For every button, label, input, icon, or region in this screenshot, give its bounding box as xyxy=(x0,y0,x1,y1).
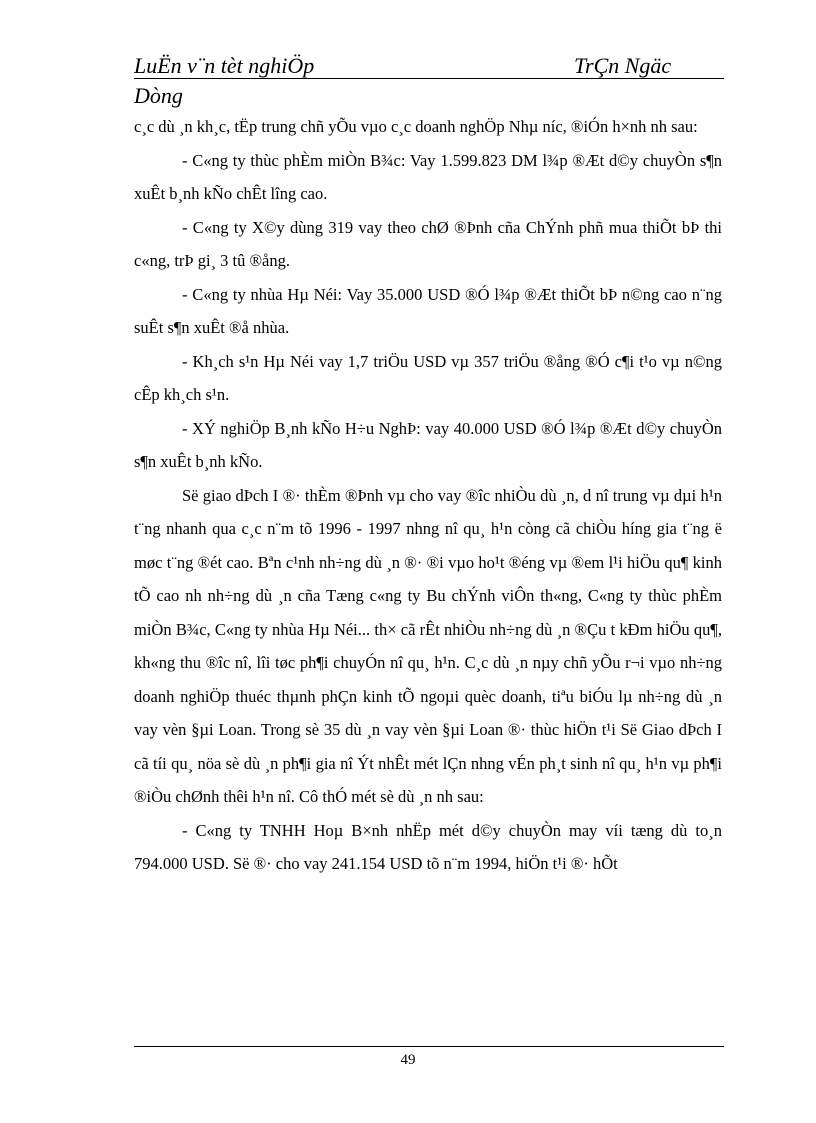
paragraph: - Kh¸ch s¹n Hµ Néi vay 1,7 triÖu USD vµ 357 triÖu ®ång ®Ó c¶i t¹o vµ n©ng cÊp kh¸ch s¹n. xyxy=(134,351,722,404)
paragraph: - C«ng ty TNHH Hoµ B×nh nhËp mét d©y chuyÒn may víi tæng dù to¸n 794.000 USD. Së ®· cho vay 241.154 USD tõ n¨m 1994, hiÖn t¹i ®· hÕt xyxy=(134,820,722,873)
paragraph: - C«ng ty X©y dùng 319 vay theo chØ ®Þnh cña ChÝnh phñ mua thiÕt bÞ thi c«ng, trÞ gi¸ 3 tû ®ång. xyxy=(134,217,722,270)
paragraph: - C«ng ty thùc phÈm miÒn B¾c: Vay 1.599.823 DM l¾p ®Æt d©y chuyÒn s¶n xuÊt b¸nh kÑo chÊt lîng cao. xyxy=(134,150,722,203)
page-header xyxy=(134,52,724,110)
paragraph: Së giao dÞch I ®· thÈm ®Þnh vµ cho vay ®îc nhiÒu dù ¸n, d nî trung vµ dµi h¹n t¨ng nhanh qua c¸c n¨m tõ 1996 - 1997 nhng nî qu¸ h¹n còng cã chiÒu híng gia t¨ng ë møc t¨ng ®ét cao. Bªn c¹nh nh÷ng dù ¸n ®· ®i vµo ho¹t ®éng vµ ®em l¹i hiÖu qu¶ kinh tÕ cao nh nh÷ng dù ¸n cña Tæng c«ng ty Bu chÝnh viÔn th«ng, C«ng ty thùc phÈm miÒn B¾c, C«ng ty nhùa Hµ Néi... th× cã rÊt nhiÒu nh÷ng dù ¸n ®Çu t kÐm hiÖu qu¶, kh«ng thu ®îc nî, lîi tøc ph¶i chuyÓn nî qu¸ h¹n. C¸c dù ¸n nµy chñ yÕu r¬i vµo nh÷ng doanh nghiÖp thuéc thµnh phÇn kinh tÕ ngoµi quèc doanh, tiªu biÓu lµ nh÷ng dù ¸n vay vèn §µi Loan. Trong sè 35 dù ¸n vay vèn §µi Loan ®· thùc hiÖn t¹i Së Giao dÞch I cã tíi qu¸ nöa sè dù ¸n ph¶i gia nî Ýt nhÊt mét lÇn nhng vÉn ph¸t sinh nî qu¸ h¹n vµ ph¶i ®iÒu chØnh thêi h¹n nî. Cô thÓ mét sè dù ¸n nh sau: xyxy=(134,485,722,806)
paragraph: - XÝ nghiÖp B¸nh kÑo H÷u NghÞ: vay 40.000 USD ®Ó l¾p ®Æt d©y chuyÒn s¶n xuÊt b¸nh kÑo. xyxy=(134,418,722,471)
paragraph: c¸c dù ¸n kh¸c, tËp trung chñ yÕu vµo c¸c doanh nghÖp Nhµ níc, ®iÓn h×nh nh sau: xyxy=(134,117,698,136)
footer-rule xyxy=(134,1046,724,1047)
header-author-name: TrÇn Ngäc xyxy=(574,53,672,78)
header-author-name-line2: Dòng xyxy=(134,83,183,108)
page-number: 49 xyxy=(400,1052,416,1068)
paragraph: - C«ng ty nhùa Hµ Néi: Vay 35.000 USD ®Ó l¾p ®Æt thiÕt bÞ n©ng cao n¨ng suÊt s¶n xuÊt ®å nhùa. xyxy=(134,284,722,337)
header-rule xyxy=(134,78,724,79)
body-text xyxy=(134,110,722,881)
header-thesis-title: LuËn v¨n tèt nghiÖp xyxy=(134,53,315,78)
